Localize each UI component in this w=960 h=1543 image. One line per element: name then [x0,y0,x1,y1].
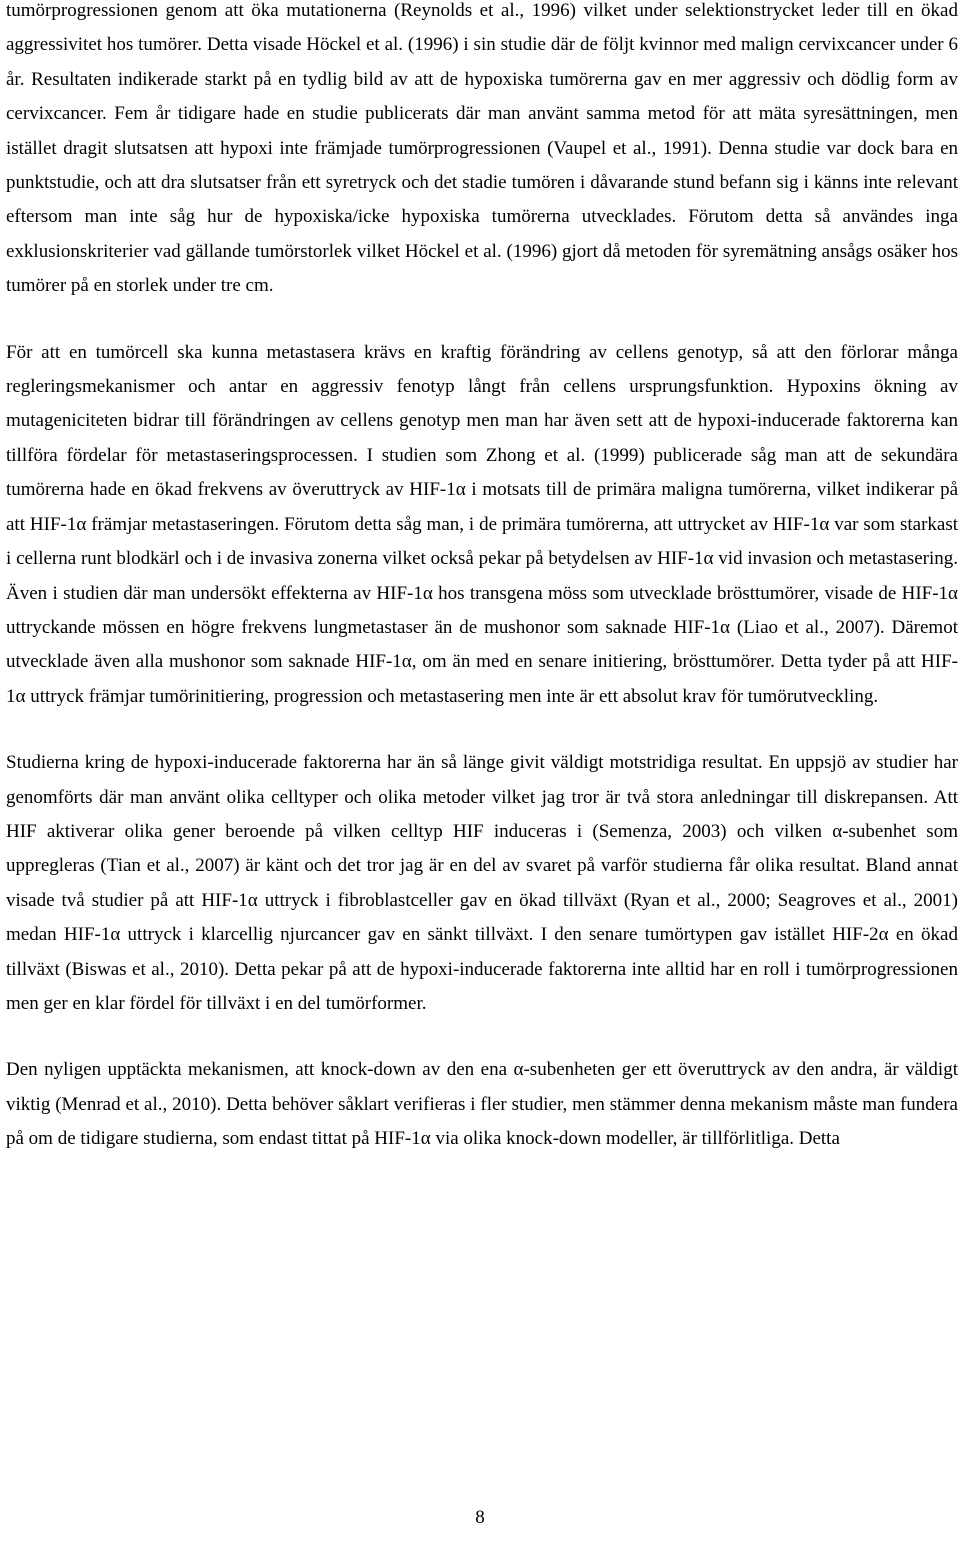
paragraph-contradictory-results: Studierna kring de hypoxi-inducerade faktorerna har än så länge givit väldigt motstridiga resultat. En uppsjö av studier har genomförts där man använt olika celltyper och olika metoder vilket jag tror är två stora anledningar till diskrepansen. Att HIF aktiverar olika gener beroende på vilken celltyp HIF induceras i (Semenza, 2003) och vilken α-subenhet som uppregleras (Tian et al., 2007) är känt och det tror jag är en del av svaret på varför studierna får olika resultat. Bland annat visade två studier på att HIF-1α uttryck i fibroblastceller gav en ökad tillväxt (Ryan et al., 2000; Seagroves et al., 2001) medan HIF-1α uttryck i klarcellig njurcancer gav en sänkt tillväxt. I den senare tumörtypen gav istället HIF-2α en ökad tillväxt (Biswas et al., 2010). Detta pekar på att de hypoxi-inducerade faktorerna inte alltid har en roll i tumörprogressionen men ger en klar fördel för tillväxt i en del tumörformer. [6,752,958,1014]
paragraph-knockdown-mechanism: Den nyligen upptäckta mekanismen, att knock-down av den ena α-subenheten ger ett överuttryck av den andra, är väldigt viktig (Menrad et al., 2010). Detta behöver såklart verifieras i fler studier, men stämmer denna mekanism måste man fundera på om de tidigare studierna, som endast tittat på HIF-1α via olika knock-down modeller, är tillförlitliga. Detta [6,1059,958,1150]
page-number: 8 [475,1507,485,1528]
paragraph-hypoxia-cervix-cancer: tumörprogressionen genom att öka mutationerna (Reynolds et al., 1996) vilket under selektionstrycket leder till en ökad aggressivitet hos tumörer. Detta visade Höckel et al. (1996) i sin studie där de följt kvinnor med malign cervixcancer under 6 år. Resultaten indikerade starkt på en tydlig bild av att de hypoxiska tumörerna gav en mer aggressiv och dödlig form av cervixcancer. Fem år tidigare hade en studie publicerats där man använt samma metod för att mäta syresättningen, men istället dragit slutsatsen att hypoxi inte främjade tumörprogressionen (Vaupel et al., 1991). Denna studie var dock bara en punktstudie, och att dra slutsatser från ett syretryck och det stadie tumören i dåvarande stund befann sig i känns inte relevant eftersom man inte såg hur de hypoxiska/icke hypoxiska tumörerna utvecklades. Förutom detta så användes inga exklusionskriterier vad gällande tumörstorlek vilket Höckel et al. (1996) gjort då metoden för syremätning ansågs osäker hos tumörer på en storlek under tre cm. [6,0,958,297]
paragraph-metastasis-hif1a: För att en tumörcell ska kunna metastasera krävs en kraftig förändring av cellens genotyp, så att den förlorar många regleringsmekanismer och antar en aggressiv fenotyp långt från cellens ursprungsfunktion. Hypoxins ökning av mutageniciteten bidrar till förändringen av cellens genotyp men man har även sett att de hypoxi-inducerade faktorerna kan tillföra fördelar för metastaseringsprocessen. I studien som Zhong et al. (1999) publicerade såg man att de sekundära tumörerna hade en ökad frekvens av överuttryck av HIF-1α i motsats till de primära maligna tumörerna, vilket indikerar på att HIF-1α främjar metastaseringen. Förutom detta såg man, i de primära tumörerna, att uttrycket av HIF-1α var som starkast i cellerna runt blodkärl och i de invasiva zonerna vilket också pekar på betydelsen av HIF-1α vid invasion och metastasering. Även i studien där man undersökt effekterna av HIF-1α hos transgena möss som utvecklade brösttumörer, visade de HIF-1α uttryckande mössen en högre frekvens lungmetastaser än de mushonor som saknade HIF-1α (Liao et al., 2007). Däremot utvecklade även alla mushonor som saknade HIF-1α, om än med en senare initiering, brösttumörer. Detta tyder på att HIF-1α uttryck främjar tumörinitiering, progression och metastasering men inte är ett absolut krav för tumörutveckling. [6,341,958,707]
